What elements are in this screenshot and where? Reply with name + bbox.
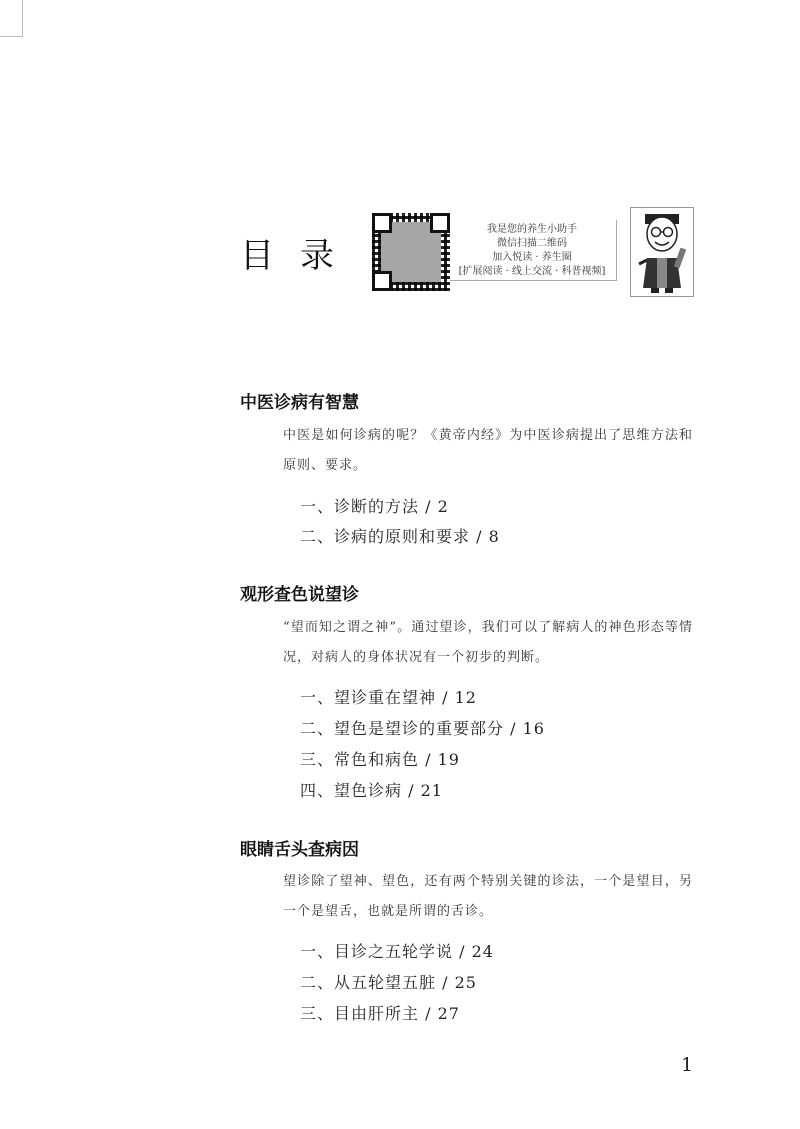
page-number: 1 [681,1054,694,1076]
mascot-illustration [630,207,694,297]
section-description: 望诊除了望神、望色，还有两个特别关键的诊法，一个是望目，另一个是望舌，也就是所谓的舌诊。 [283,874,693,919]
doctor-mascot-icon [631,208,693,296]
qr-finder-top-left [372,213,392,233]
page-title: 目录 [240,236,360,276]
qr-promo-line: 我是您的养生小助手 [487,224,577,235]
toc-entry[interactable]: 三、目由肝所主 / 27 [300,1004,460,1023]
qr-promo-line: 加入悦读 · 养生圈 [492,252,572,263]
qr-promo-line: 微信扫描二维码 [497,238,567,249]
qr-promo-line: [扩展阅读 · 线上交流 · 科普视频] [458,266,606,277]
qr-promo-text [452,223,612,279]
qr-finder-bottom-left [372,271,392,291]
toc-entry[interactable]: 一、目诊之五轮学说 / 24 [300,942,494,961]
section-title: 观形查色说望诊 [240,585,359,605]
toc-entry[interactable]: 二、诊病的原则和要求 / 8 [300,527,500,546]
toc-entry[interactable]: 三、常色和病色 / 19 [300,750,460,769]
toc-entry[interactable]: 四、望色诊病 / 21 [300,781,443,800]
section-description: 中医是如何诊病的呢？《黄帝内经》为中医诊病提出了思维方法和原则、要求。 [283,428,693,473]
toc-entry[interactable]: 二、望色是望诊的重要部分 / 16 [300,719,545,738]
crop-mark [0,0,23,37]
toc-entry[interactable]: 一、望诊重在望神 / 12 [300,688,477,707]
section-title: 眼睛舌头查病因 [240,840,359,860]
qr-finder-top-right [430,213,450,233]
section-title: 中医诊病有智慧 [240,393,359,413]
toc-entry[interactable]: 二、从五轮望五脏 / 25 [300,973,477,992]
toc-entry[interactable]: 一、诊断的方法 / 2 [300,497,449,516]
section-description: “望而知之谓之神”。通过望诊，我们可以了解病人的神色形态等情况，对病人的身体状况有一个初步的判断。 [283,620,693,665]
